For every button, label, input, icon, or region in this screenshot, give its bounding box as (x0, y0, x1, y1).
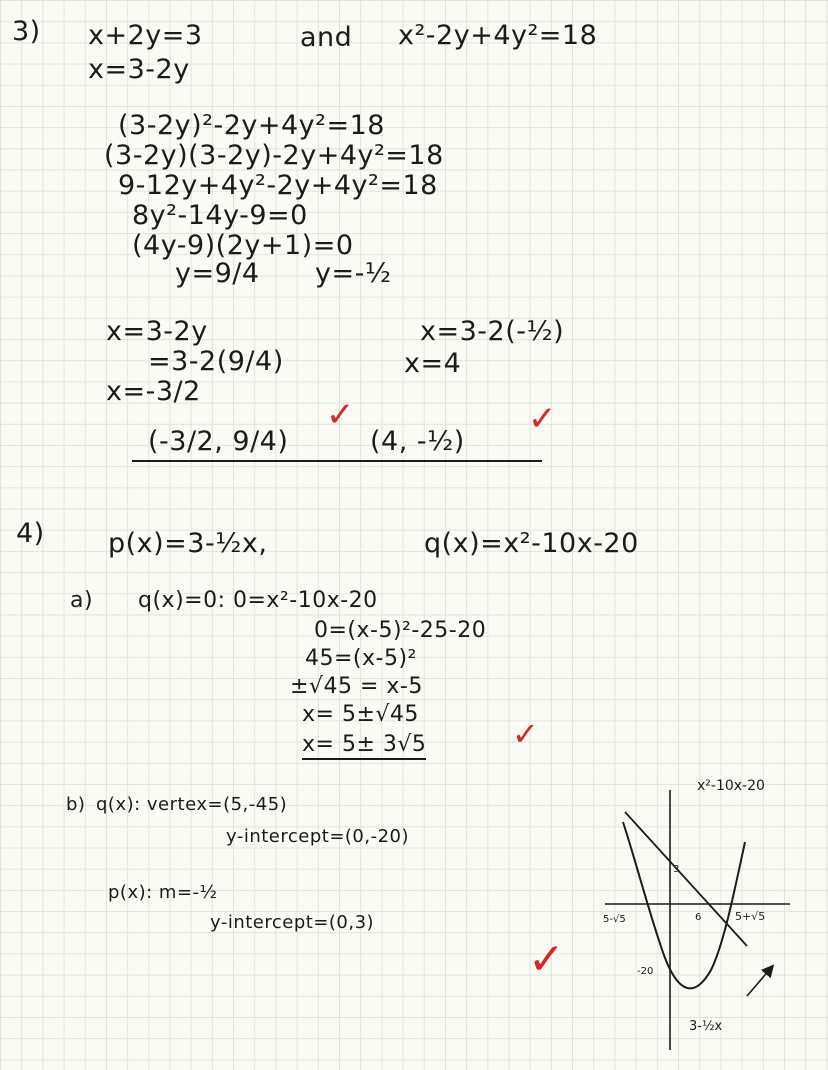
label-root-mid: 6 (695, 912, 702, 923)
q3-substitution: x=3-2y (88, 54, 190, 85)
q4-q-definition: q(x)=x²-10x-20 (424, 528, 639, 559)
q3-step-2: (3-2y)(3-2y)-2y+4y²=18 (104, 140, 444, 171)
tick-mark-q4-a: ✓ (512, 715, 539, 753)
q4-b-p-gradient: p(x): m=-½ (108, 882, 218, 903)
tick-mark-q3-answer-2: ✓ (528, 399, 557, 439)
curve-label: x²-10x-20 (697, 778, 765, 794)
q3-left-work-2: =3-2(9/4) (148, 346, 284, 377)
q4-a-line-1: q(x)=0: 0=x²-10x-20 (138, 588, 378, 613)
tick-mark-q4-b: ✓ (528, 934, 565, 985)
parabola-curve (623, 822, 745, 988)
sketch-graph (585, 770, 825, 1060)
q4-p-definition: p(x)=3-½x, (108, 528, 268, 559)
q4-b-q-vertex: q(x): vertex=(5,-45) (96, 794, 288, 815)
q3-step-5: (4y-9)(2y+1)=0 (132, 230, 354, 261)
question-4-number: 4) (16, 518, 45, 549)
line-label-arrow (747, 968, 771, 996)
q3-left-work-3: x=-3/2 (106, 376, 201, 407)
q3-right-work-1: x=3-2(-½) (420, 316, 565, 347)
q3-left-work-1: x=3-2y (106, 316, 208, 347)
label-root-left: 5-√5 (603, 914, 626, 925)
q4-a-line-2: 0=(x-5)²-25-20 (314, 618, 487, 643)
q4-b-q-intercept: y-intercept=(0,-20) (226, 826, 410, 847)
q4-a-line-4: ±√45 = x-5 (290, 674, 423, 699)
q3-step-4: 8y²-14y-9=0 (132, 200, 308, 231)
q3-answer-underline (132, 460, 542, 462)
q3-equation-1: x+2y=3 (88, 20, 203, 51)
q3-step-1: (3-2y)²-2y+4y²=18 (118, 110, 385, 141)
q3-answer-1: (-3/2, 9/4) (148, 426, 289, 457)
line-label: 3-½x (689, 1019, 723, 1034)
q4-b-p-intercept: y-intercept=(0,3) (210, 912, 375, 933)
label-root-right: 5+√5 (735, 910, 766, 923)
straight-line (625, 812, 747, 946)
q3-equation-2: x²-2y+4y²=18 (398, 20, 598, 51)
q4-a-line-3: 45=(x-5)² (305, 646, 417, 671)
q3-y-root-1: y=9/4 (175, 258, 260, 289)
question-3-number: 3) (12, 16, 41, 47)
q3-step-3: 9-12y+4y²-2y+4y²=18 (118, 170, 438, 201)
q3-right-work-2: x=4 (404, 348, 462, 379)
q4-a-line-6: x= 5± 3√5 (302, 734, 426, 760)
q4-part-b-label: b) (66, 794, 86, 815)
sketch-svg (585, 770, 825, 1060)
q3-and-word: and (300, 22, 353, 53)
q3-y-root-2: y=-½ (315, 258, 392, 289)
q4-part-a-label: a) (70, 588, 94, 613)
q3-answer-2: (4, -½) (370, 426, 465, 457)
tick-mark-q3-answer-1: ✓ (326, 395, 355, 435)
label-y-intercept-neg20: -20 (637, 966, 654, 977)
q4-a-line-5: x= 5±√45 (302, 702, 419, 727)
label-y-intercept-3: 3 (673, 864, 680, 875)
